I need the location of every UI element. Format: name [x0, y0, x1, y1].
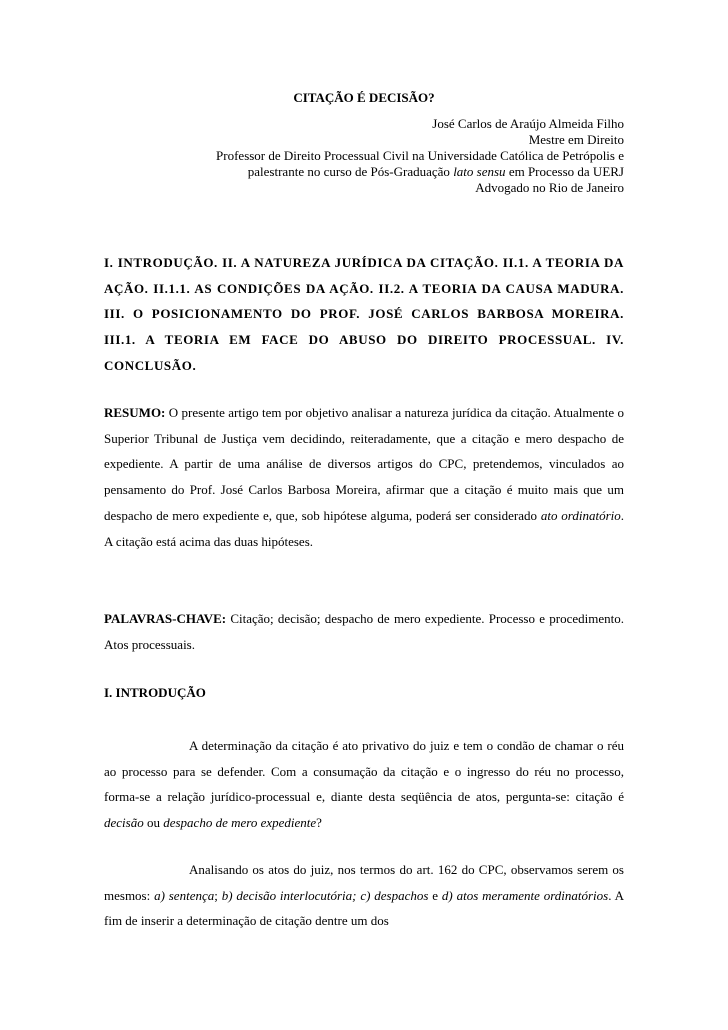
abstract-paragraph: RESUMO: O presente artigo tem por objetivo analisar a natureza jurídica da citação. Atualmente o Superior Tribunal de Justiça vem decidindo, reiteradamente, que a citação e mero despacho de expediente. A partir de uma análise de diversos artigos do CPC, pretendemos, vinculados ao pensamento do Prof. José Carlos Barbosa Moreira, afirmar que a citação é muito mais que um despacho de mero expediente e, que, sob hipótese alguma, poderá ser considerado ato ordinatório. A citação está acima das duas hipóteses. — [104, 405, 624, 549]
table-of-contents: I. INTRODUÇÃO. II. A NATUREZA JURÍDICA DA CITAÇÃO. II.1. A TEORIA DA AÇÃO. II.1.1. AS CONDIÇÕES DA AÇÃO. II.2. A TEORIA DA CAUSA MADURA. III. O POSICIONAMENTO DO PROF. JOSÉ CARLOS BARBOSA MOREIRA. III.1. A TEORIA EM FACE DO ABUSO DO DIREITO PROCESSUAL. IV. CONCLUSÃO. — [104, 255, 624, 373]
author-location: Advogado no Rio de Janeiro — [475, 180, 624, 195]
keywords-label: PALAVRAS-CHAVE: — [104, 611, 227, 626]
document-title: CITAÇÃO É DECISÃO? — [293, 90, 435, 105]
body-paragraph-1: A determinação da citação é ato privativo do juiz e tem o condão de chamar o réu ao processo para se defender. Com a consumação da citação e o ingresso do réu no processo, forma-se a relação jurídico-processual e, diante desta seqüência de atos, pergunta-se: citação é decisão ou despacho de mero expediente? — [104, 738, 624, 831]
author-role-line2: palestrante no curso de Pós-Graduação lato sensu em Processo da UERJ — [247, 164, 624, 179]
author-name: José Carlos de Araújo Almeida Filho — [432, 116, 624, 131]
keywords-paragraph: PALAVRAS-CHAVE: Citação; decisão; despacho de mero expediente. Processo e procedimento. Atos processuais. — [104, 611, 624, 652]
abstract-label: RESUMO: — [104, 405, 166, 420]
section-heading-introduction: I. INTRODUÇÃO — [104, 685, 206, 700]
author-role-line1: Professor de Direito Processual Civil na Universidade Católica de Petrópolis e — [216, 148, 624, 163]
body-paragraph-2: Analisando os atos do juiz, nos termos do art. 162 do CPC, observamos serem os mesmos: a) sentença; b) decisão interlocutória; c) despachos e d) atos meramente ordinatórios. A fim de inserir a determinação de citação dentre um dos — [104, 862, 625, 929]
author-degree: Mestre em Direito — [528, 132, 624, 147]
author-block — [104, 116, 624, 196]
